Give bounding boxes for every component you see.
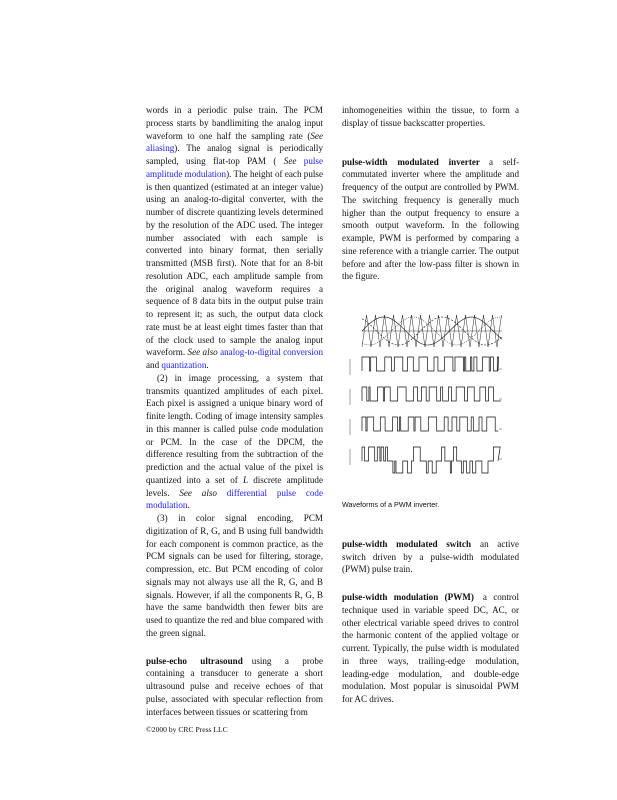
link-quantization[interactable]: quantization <box>161 360 207 370</box>
link-analog-to-digital-conversion[interactable]: analog-to-digital conversion <box>220 347 323 358</box>
pwm-pulse-train <box>362 447 500 473</box>
entry-pulse-echo-ultrasound: pulse-echo ultrasound using a probe containing a transducer to generate a short ultrasound pulse and receive echoes of that pulse, associated with specular reflection from interfaces between tissues or scattering from <box>146 655 323 717</box>
paragraph-pcm-image-processing: (2) in image processing, a system that transmits quantized amplitudes of each pixel. Each pixel is assigned a unique binary word of finite length. Coding of image intensity samples in this manner is called pulse code modulation or PCM. In the case of the DPCM, the difference resulting from the subtraction of the prediction and the actual value of the pixel is quantized into a set of L discrete amplitude levels. See also differential pulse code modulation. <box>146 372 323 511</box>
pwm-pulse-train <box>362 417 498 431</box>
paragraph-ultrasound-continued: inhomogeneities within the tissue, to form a display of tissue backscatter properties. <box>342 105 519 128</box>
term-heading: pulse-width modulation (PWM) <box>342 592 474 602</box>
entry-pwm: pulse-width modulation (PWM) a control technique used in variable speed DC, AC, or other electrical variable speed drives to control the harmonic content of the applied voltage or current. Typically, the pulse width is modulated in three ways, trailing-edge modulation, leading-edge modulation, and double-edge modulation. Most popular is sinusoidal PWM for AC drives. <box>342 592 519 704</box>
right-column <box>342 104 519 706</box>
paragraph-pcm-continued: words in a periodic pulse train. The PCM process starts by bandlimiting the analog input waveform to one half the sampling rate (See aliasing). The analog signal is periodically sampled, using flat-top PAM ( See pulse amplitude modulation). The height of each pulse is then quantized (estimated at an integer value) using an analog-to-digital converter, with the number of discrete quantizing levels determined by the resolution of the ADC used. The integer number associated with each sample is converted into binary format, then serially transmitted (MSB first). Note that for an 8-bit resolution ADC, each amplitude sample from the original analog waveform requires a sequence of 8 data bits in the output pulse train to represent it; as such, the output data clock rate must be at least eight times faster than that of the clock used to sample the analog input waveform. See also analog-to-digital conversion and quantization. <box>146 105 323 370</box>
figure-caption: Waveforms of a PWM inverter. <box>342 500 440 509</box>
left-column <box>146 104 323 718</box>
term-heading: pulse-width modulated switch <box>342 538 472 549</box>
entry-pwm-switch: pulse-width modulated switch an active switch driven by a pulse-width modulated (PWM) pulse train. <box>342 538 519 575</box>
sine-triangle-comparison <box>362 315 502 347</box>
pwm-pulse-train <box>362 357 499 371</box>
paragraph-pcm-color-encoding: (3) in color signal encoding, PCM digitization of R, G, and B using full bandwidth for each component is common practice, as the PCM signals can be used for filtering, storage, compression, etc. But PCM encoding of color signals may not always use all the R, G, and B signals. However, if all the components R, G, B have the same bandwidth then fewer bits are used to quantize the red and blue compared with the green signal. <box>146 513 323 638</box>
entry-pwm-inverter: pulse-width modulated inverter a self-commutated inverter where the amplitude and frequency of the output are controlled by PWM. The switching frequency is generally much higher than the output frequency to ensure a smooth output waveform. In the following example, PWM is performed by comparing a sine reference with a triangle carrier. The output before and after the low-pass filter is shown in the figure. <box>342 156 520 282</box>
pwm-pulse-trains <box>350 357 502 473</box>
term-heading: pulse-width modulated inverter <box>342 156 480 167</box>
pwm-waveform-diagram <box>342 309 519 494</box>
pwm-waveform-figure <box>342 309 519 512</box>
link-pulse-amplitude-modulation[interactable]: pulse amplitude modulation <box>146 156 323 179</box>
copyright-footer: ©2000 by CRC Press LLC <box>146 725 228 734</box>
link-differential-pcm[interactable]: differential pulse code modulation <box>146 487 323 511</box>
link-aliasing[interactable]: aliasing <box>146 143 175 154</box>
term-heading: pulse-echo ultrasound <box>146 655 243 666</box>
pwm-pulse-train <box>362 387 501 401</box>
